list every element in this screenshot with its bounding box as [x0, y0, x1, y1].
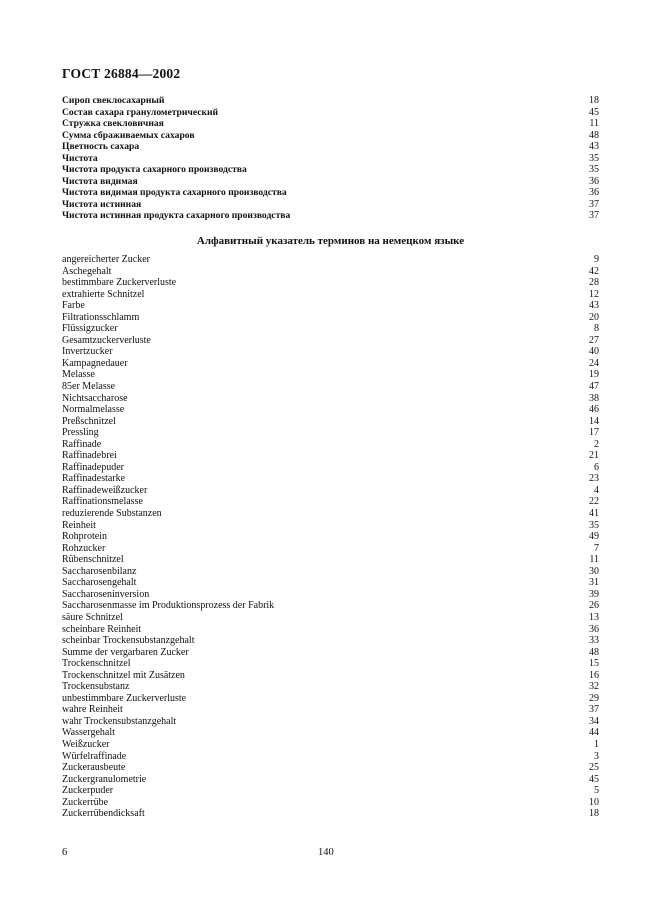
index-page-number: 2: [594, 438, 599, 450]
index-term: Nichtsaccharose: [62, 392, 128, 404]
index-entry: [62, 335, 599, 347]
index-page-number: 43: [589, 141, 599, 153]
index-term: scheinbar Trockensubstanzgehalt: [62, 635, 195, 647]
index-entry: [62, 277, 599, 289]
index-term: Чистота: [62, 152, 98, 164]
index-page-number: 45: [589, 106, 599, 118]
index-term: Сумма сбраживаемых сахаров: [62, 129, 195, 141]
index-page-number: 14: [589, 415, 599, 427]
index-entry: [62, 508, 599, 520]
index-entry: [62, 658, 599, 670]
index-term: Чистота видимая продукта сахарного производства: [62, 187, 287, 199]
index-term: Стружка свекловичная: [62, 118, 164, 130]
index-page-number: 18: [589, 95, 599, 106]
index-term: Raffinadepuder: [62, 461, 125, 473]
index-entry: [62, 600, 599, 612]
index-page-number: 35: [589, 164, 599, 176]
index-entry: [62, 141, 599, 153]
index-term: Raffinationsmelasse: [62, 496, 143, 508]
index-term: wahre Reinheit: [62, 704, 123, 716]
index-term: 85er Melasse: [62, 381, 116, 393]
index-page-number: 36: [589, 175, 599, 187]
index-page-number: 36: [589, 623, 599, 635]
index-page-number: 7: [594, 542, 599, 554]
index-term: Kampagnedauer: [62, 357, 128, 369]
index-page-number: 42: [589, 265, 599, 277]
index-entry: [62, 289, 599, 301]
index-term: Чистота истинная продукта сахарного производства: [62, 210, 291, 222]
index-page-number: 9: [594, 254, 599, 265]
index-term: reduzierende Substanzen: [62, 508, 162, 520]
index-term: Zuckerpuder: [62, 785, 114, 797]
german-index-heading: Алфавитный указатель терминов на немецком языке: [196, 235, 465, 247]
index-page-number: 21: [589, 450, 599, 462]
index-term: säure Schnitzel: [62, 611, 123, 623]
index-entry: [62, 774, 599, 786]
index-entry: [62, 462, 599, 474]
index-entry: [62, 393, 599, 405]
index-page-number: 4: [594, 484, 599, 496]
index-entry: [62, 130, 599, 142]
index-entry: [62, 612, 599, 624]
index-term: Aschegehalt: [62, 265, 112, 277]
index-page-number: 37: [589, 198, 599, 210]
index-page-number: 17: [589, 427, 599, 439]
index-entry: [62, 416, 599, 428]
index-term: extrahierte Schnitzel: [62, 288, 145, 300]
index-term: Чистота истинная: [62, 198, 142, 210]
index-entry: [62, 427, 599, 439]
index-term: Farbe: [62, 300, 85, 312]
index-term: Flüssigzucker: [62, 323, 118, 335]
index-page-number: 35: [589, 519, 599, 531]
index-page-number: 29: [589, 692, 599, 704]
index-term: Filtrationsschlamm: [62, 311, 140, 323]
index-term: Чистота продукта сахарного производства: [62, 164, 247, 176]
index-page-number: 20: [589, 311, 599, 323]
index-entry: [62, 199, 599, 211]
index-entry: [62, 473, 599, 485]
index-term: bestimmbare Zuckerverluste: [62, 277, 177, 289]
index-term: angereicherter Zucker: [62, 254, 150, 265]
index-page-number: 18: [589, 808, 599, 820]
index-term: Reinheit: [62, 519, 96, 531]
index-page-number: 46: [589, 404, 599, 416]
index-entry: [62, 520, 599, 532]
index-term: Trockenschnitzel: [62, 658, 131, 670]
index-entry: [62, 808, 599, 820]
index-term: Saccharosengehalt: [62, 577, 137, 589]
index-term: Saccharosenmasse im Produktionsprozess der Fabrik: [62, 600, 275, 612]
index-page-number: 34: [589, 715, 599, 727]
footer-page-number: 140: [318, 847, 334, 858]
index-page-number: 27: [589, 334, 599, 346]
index-term: Normalmelasse: [62, 404, 125, 416]
index-term: Würfelraffinade: [62, 750, 127, 762]
index-page-number: 33: [589, 635, 599, 647]
index-page-number: 39: [589, 588, 599, 600]
index-page-number: 8: [594, 323, 599, 335]
index-entry: [62, 176, 599, 188]
index-entry: [62, 210, 599, 222]
index-entry: [62, 693, 599, 705]
index-term: Raffinade: [62, 438, 102, 450]
index-page-number: 28: [589, 277, 599, 289]
russian-index-list: [62, 95, 599, 222]
page-header-title: ГОСТ 26884—2002: [62, 66, 181, 81]
index-page-number: 12: [589, 288, 599, 300]
index-entry: [62, 554, 599, 566]
index-page-number: 41: [589, 508, 599, 520]
index-entry: [62, 404, 599, 416]
index-entry: [62, 381, 599, 393]
index-term: Raffinadestarke: [62, 473, 126, 485]
index-entry: [62, 450, 599, 462]
index-term: Чистота видимая: [62, 175, 138, 187]
index-term: Preßschnitzel: [62, 415, 116, 427]
index-page-number: 30: [589, 565, 599, 577]
index-entry: [62, 589, 599, 601]
index-term: Zuckergranulometrie: [62, 773, 147, 785]
index-term: Цветность сахара: [62, 141, 140, 153]
index-page-number: 22: [589, 496, 599, 508]
index-entry: [62, 577, 599, 589]
index-page-number: 10: [589, 796, 599, 808]
index-term: Saccharosenbilanz: [62, 565, 137, 577]
index-entry: [62, 647, 599, 659]
index-term: Сироп свеклосахарный: [62, 95, 165, 106]
index-page-number: 11: [589, 554, 599, 566]
index-entry: [62, 346, 599, 358]
index-page-number: 36: [589, 187, 599, 199]
index-page-number: 47: [589, 381, 599, 393]
index-entry: [62, 635, 599, 647]
index-entry: [62, 95, 599, 107]
index-term: Raffinadebrei: [62, 450, 117, 462]
index-entry: [62, 716, 599, 728]
index-page-number: 6: [594, 461, 599, 473]
index-entry: [62, 681, 599, 693]
index-term: Trockensubstanz: [62, 681, 130, 693]
index-entry: [62, 369, 599, 381]
index-page-number: 31: [589, 577, 599, 589]
index-term: Rohprotein: [62, 531, 107, 543]
index-term: unbestimmbare Zuckerverluste: [62, 692, 187, 704]
index-term: Saccharoseninversion: [62, 588, 150, 600]
index-entry: [62, 439, 599, 451]
index-term: Zuckerrübendicksaft: [62, 808, 145, 820]
index-page-number: 40: [589, 346, 599, 358]
index-entry: [62, 785, 599, 797]
index-page-number: 38: [589, 392, 599, 404]
index-term: Weißzucker: [62, 738, 110, 750]
index-term: Rohzucker: [62, 542, 106, 554]
index-entry: [62, 670, 599, 682]
index-entry: [62, 164, 599, 176]
index-term: Trockenschnitzel mit Zusätzen: [62, 669, 185, 681]
index-entry: [62, 300, 599, 312]
index-entry: [62, 266, 599, 278]
index-entry: [62, 358, 599, 370]
index-entry: [62, 107, 599, 119]
index-page-number: 24: [589, 357, 599, 369]
index-page-number: 37: [589, 210, 599, 222]
index-page-number: 11: [589, 118, 599, 130]
index-page-number: 19: [589, 369, 599, 381]
index-term: Summe der vergarbaren Zucker: [62, 646, 189, 658]
index-entry: [62, 797, 599, 809]
index-entry: [62, 187, 599, 199]
index-page-number: 23: [589, 473, 599, 485]
index-term: Zuckerausbeute: [62, 762, 126, 774]
index-entry: [62, 485, 599, 497]
index-page-number: 25: [589, 762, 599, 774]
index-page-number: 1: [594, 738, 599, 750]
index-term: Pressling: [62, 427, 99, 439]
index-entry: [62, 727, 599, 739]
index-entry: [62, 624, 599, 636]
index-page-number: 43: [589, 300, 599, 312]
index-entry: [62, 531, 599, 543]
index-term: Gesamtzuckerverluste: [62, 334, 151, 346]
index-term: Melasse: [62, 369, 95, 381]
index-page-number: 35: [589, 152, 599, 164]
index-entry: [62, 496, 599, 508]
index-entry: [62, 312, 599, 324]
index-page-number: 48: [589, 646, 599, 658]
index-entry: [62, 739, 599, 751]
index-term: wahr Trockensubstanzgehalt: [62, 715, 177, 727]
index-page-number: 5: [594, 785, 599, 797]
index-term: Rübenschnitzel: [62, 554, 124, 566]
index-entry: [62, 566, 599, 578]
index-page-number: 45: [589, 773, 599, 785]
index-page-number: 16: [589, 669, 599, 681]
index-term: Invertzucker: [62, 346, 113, 358]
index-page-number: 13: [589, 611, 599, 623]
index-entry: [62, 323, 599, 335]
index-entry: [62, 153, 599, 165]
index-term: Wassergehalt: [62, 727, 115, 739]
index-page-number: 48: [589, 129, 599, 141]
index-entry: [62, 118, 599, 130]
index-entry: [62, 762, 599, 774]
index-entry: [62, 704, 599, 716]
index-page-number: 37: [589, 704, 599, 716]
footer-page-marker: 6: [62, 847, 68, 858]
index-page-number: 26: [589, 600, 599, 612]
index-term: Raffinadeweißzucker: [62, 484, 148, 496]
index-entry: [62, 751, 599, 763]
index-term: scheinbare Reinheit: [62, 623, 142, 635]
german-index-list: [62, 254, 599, 820]
index-entry: [62, 543, 599, 555]
index-page-number: 15: [589, 658, 599, 670]
index-page-number: 49: [589, 531, 599, 543]
index-page-number: 32: [589, 681, 599, 693]
index-page-number: 3: [594, 750, 599, 762]
index-page-number: 44: [589, 727, 599, 739]
index-entry: [62, 254, 599, 266]
index-term: Zuckerrübe: [62, 796, 109, 808]
index-term: Состав сахара гранулометрический: [62, 106, 219, 118]
